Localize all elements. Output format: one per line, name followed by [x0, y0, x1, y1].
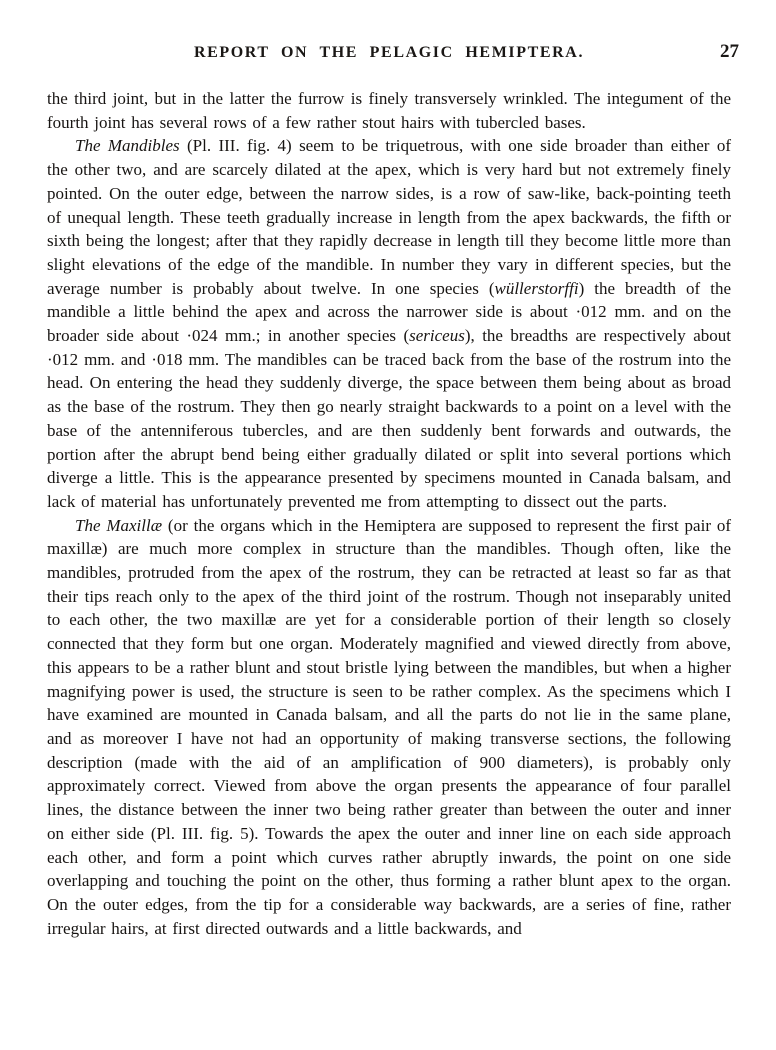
italic-text-run: The Mandibles — [75, 136, 180, 156]
italic-text-run: The Maxillæ — [75, 515, 163, 535]
running-title: REPORT ON THE PELAGIC HEMIPTERA. — [193, 44, 585, 61]
page-number: 27 — [720, 41, 739, 62]
italic-text-run: wüllerstorffi — [494, 278, 579, 298]
text-run: (Pl. III. fig. 4) seem to be triquetrous, with one side broader than either of the other two, and are scarcely dilated at the apex, which is very hard but not extremely finely pointed. On the outer edge, between the narrow sides, is a row of saw-like, back-pointing teeth of unequal length. These teeth gradually increase in length from the apex backwards, the fifth or sixth being the longest; after that they rapidly decrease in length till they become little more than slight elevations of the edge of the mandible. In number they vary in different species, but the average number is probably about twelve. In one species ( — [47, 136, 731, 298]
text-run: (or the organs which in the Hemiptera are supposed to represent the first pair of maxillæ) are much more complex in structure than the mandibles. Though often, like the mandibles, protruded from the apex of the rostrum, they can be retracted at least so far as that their tips reach only to the apex of the third joint of the rostrum. Though not inseparably united to each other, the two maxillæ are yet for a considerable portion of their length so closely connected that they form but one organ. Moderately magnified and viewed directly from above, this appears to be a rather blunt and stout bristle lying between the mandibles, but when a higher magnifying power is used, the structure is seen to be rather complex. As the specimens which I have examined are mounted in Canada balsam, and all the parts do not lie in the same plane, and as moreover I have not had an opportunity of making transverse sections, the following description (made with the aid of an amplification of 900 diameters), is probably only approximately correct. Viewed from above the organ presents the appearance of four parallel lines, the distance between the inner two being rather greater than between the outer and inner on either side (Pl. III. fig. 5). Towards the apex the outer and inner line on each side approach each other, and form a point which curves rather abruptly inwards, the point on one side overlapping and touching the point on the other, thus forming a rather blunt apex to the organ. On the outer edges, from the tip for a considerable way backwards, are a series of fine, rather irregular hairs, at first directed outwards and a little backwards, and — [47, 515, 732, 938]
text-run: ) the breadth of the mandible a little behind the apex and across the narrower side is about ·012 mm. and on the broader side about ·024 mm.; in another species ( — [47, 278, 731, 346]
paragraph-continuation — [47, 87, 731, 134]
text-run: ), the breadths are respectively about ·012 mm. and ·018 mm. The mandibles can be traced back from the base of the rostrum into the head. On entering the head they suddenly diverge, the space between them being about as broad as the base of the rostrum. They then go nearly straight backwards to a point on a level with the base of the antenniferous tubercles, and are then suddenly bent forwards and outwards, the portion after the abrupt bend being either gradually dilated or split into several portions which diverge a little. This is the appearance presented by specimens mounted in Canada balsam, and lack of material has unfortunately prevented me from attempting to dissect out the parts. — [47, 326, 731, 511]
paragraph-maxillae — [47, 514, 731, 941]
text-run: the third joint, but in the latter the furrow is finely transversely wrinkled. The integument of the fourth joint has several rows of a few rather stout hairs with tubercled bases. — [47, 89, 731, 132]
page-header — [47, 41, 739, 68]
page-body — [47, 87, 731, 940]
paragraph-mandibles — [47, 134, 731, 513]
italic-text-run: sericeus — [409, 326, 465, 346]
